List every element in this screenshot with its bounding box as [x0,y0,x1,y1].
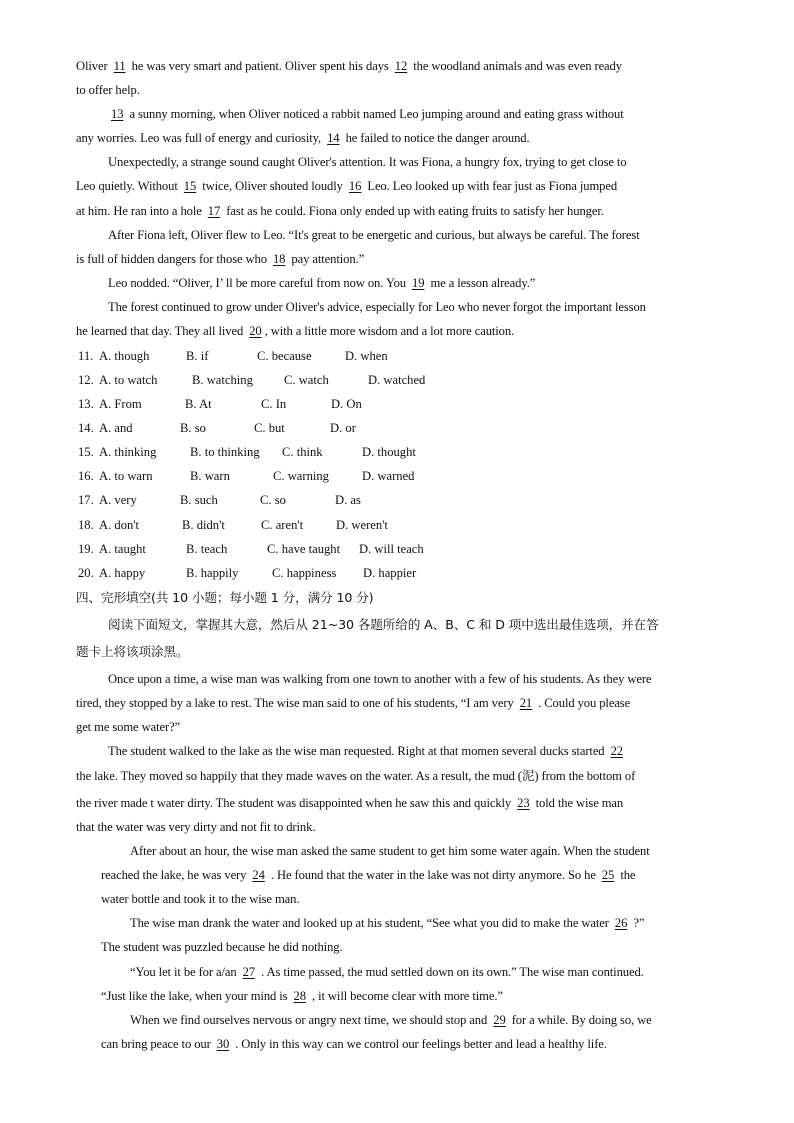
passage1-line [76,203,604,219]
option-d: D. thought [362,445,416,459]
blank-24: 24 [252,868,265,882]
question-number: 13. [78,397,94,411]
text: a sunny morning, when Oliver noticed a rabbit named Leo jumping around and eating grass without [126,107,624,121]
option-c: C. warning [273,469,329,483]
question-number: 14. [78,421,94,435]
text: Oliver [76,59,111,73]
question-number: 17. [78,493,94,507]
text: he was very smart and patient. Oliver spent his days [128,59,392,73]
blank-17: 17 [207,204,221,218]
option-a: A. taught [99,542,146,556]
passage1-line: Unexpectedly, a strange sound caught Oliver's attention. It was Fiona, a hungry fox, trying to get close to [108,155,627,169]
option-c: C. but [254,421,285,435]
passage1-line [76,178,617,194]
option-b: B. to thinking [190,445,260,459]
passage2-line [130,915,644,931]
blank-22: 22 [610,744,623,758]
blank-27: 27 [242,965,256,979]
text: , it will become clear with more time.” [308,989,503,1003]
option-c: C. happiness [272,566,337,580]
blank-28: 28 [293,989,306,1003]
text: . He found that the water in the lake was not dirty anymore. So he [267,868,599,882]
option-b: B. happily [186,566,239,580]
text: “You let it be for a/an [130,965,240,979]
option-a: A. don't [99,518,140,532]
text: . Only in this way can we control our feelings better and lead a healthy life. [232,1037,607,1051]
blank-15: 15 [183,179,197,193]
question-number: 12. [78,373,94,387]
question-number: 18. [78,518,94,532]
passage2-line [76,795,623,811]
question-number: 11. [78,349,94,363]
blank-16: 16 [348,179,362,193]
option-b: B. if [186,349,209,363]
option-c: C. have taught [267,542,341,556]
passage2-line [76,695,630,711]
text: Leo. Leo looked up with fear just as Fiona jumped [364,179,618,193]
text: fast as he could. Fiona only ended up with eating fruits to satisfy her hunger. [223,204,604,218]
option-a: A. happy [99,566,146,580]
passage2-line: get me some water?” [76,720,181,734]
passage2-line: Once upon a time, a wise man was walking from one town to another with a few of his students. As they were [108,672,652,686]
option-d: D. On [331,397,362,411]
text: at him. He ran into a hole [76,204,205,218]
section-instructions: 阅读下面短文，掌握其大意，然后从 21~30 各题所给的 A、B、C 和 D 项中选出最佳选项，并在答 [108,617,659,632]
text: , with a little more wisdom and a lot more caution. [264,324,515,338]
option-a: A. to watch [99,373,158,387]
option-d: D. warned [362,469,415,483]
text: the [617,868,636,882]
option-d: D. will teach [359,542,424,556]
text: Leo quietly. Without [76,179,181,193]
text: The wise man drank the water and looked up at his student, “See what you did to make the water [130,916,612,930]
blank-20: 20 [249,324,262,338]
passage2-line: The student was puzzled because he did nothing. [101,940,343,954]
option-c: C. In [261,397,287,411]
text: for a while. By doing so, we [508,1013,652,1027]
passage1-line [76,130,530,146]
question-number: 19. [78,542,94,556]
option-a: A. very [99,493,137,507]
text: The student walked to the lake as the wise man requested. Right at that momen several ducks started [108,744,608,758]
blank-25: 25 [601,868,615,882]
text: any worries. Leo was full of energy and curiosity, [76,131,325,145]
question-number: 15. [78,445,94,459]
option-a: A. though [99,349,150,363]
passage2-line [101,867,635,883]
option-d: D. as [335,493,361,507]
passage1-line: The forest continued to grow under Oliver's advice, especially for Leo who never forgot the important lesson [108,300,646,314]
passage2-line: water bottle and took it to the wise man. [101,892,300,906]
passage2-line [130,1012,652,1028]
text: When we find ourselves nervous or angry next time, we should stop and [130,1013,491,1027]
text: . Could you please [535,696,631,710]
text: can bring peace to our [101,1037,214,1051]
option-b: B. watching [192,373,253,387]
text: me a lesson already.” [427,276,536,290]
option-a: A. and [99,421,133,435]
option-b: B. such [180,493,218,507]
option-d: D. weren't [336,518,388,532]
passage2-line [101,1036,607,1052]
blank-13: 13 [111,107,124,121]
option-d: D. watched [368,373,426,387]
text: the river made t water dirty. The student was disappointed when he saw this and quickly [76,796,515,810]
question-number: 16. [78,469,94,483]
passage1-line [108,106,624,122]
option-c: C. watch [284,373,329,387]
passage2-line [130,964,644,980]
passage1-line: After Fiona left, Oliver flew to Leo. “It's great to be energetic and curious, but always be careful. The forest [108,228,640,242]
passage1-line [76,251,364,267]
option-c: C. so [260,493,286,507]
blank-30: 30 [216,1037,230,1051]
blank-21: 21 [519,696,533,710]
option-b: B. At [185,397,212,411]
section-heading: 四、完形填空(共 10 小题；每小题 1 分，满分 10 分) [76,590,374,605]
passage2-line: After about an hour, the wise man asked the same student to get him some water again. When the student [130,844,650,858]
passage1-line [76,58,622,74]
text: told the wise man [532,796,624,810]
passage2-line [101,988,503,1004]
text: he learned that day. They all lived [76,324,247,338]
option-c: C. because [257,349,312,363]
text: ?” [630,916,645,930]
option-b: B. teach [186,542,228,556]
passage1-line [76,323,514,339]
option-c: C. think [282,445,323,459]
question-number: 20. [78,566,94,580]
passage2-line: the lake. They moved so happily that they made waves on the water. As a result, the mud (泥) from the bottom of [76,769,636,783]
text: pay attention.” [288,252,365,266]
blank-23: 23 [517,796,530,810]
section-instructions: 题卡上将该项涂黑。 [76,644,189,659]
passage2-line [108,743,626,759]
blank-29: 29 [493,1013,506,1027]
option-b: B. so [180,421,206,435]
text: he failed to notice the danger around. [342,131,530,145]
passage2-line: that the water was very dirty and not fit to drink. [76,820,316,834]
text: . As time passed, the mud settled down on its own.” The wise man continued. [258,965,644,979]
blank-14: 14 [327,131,340,145]
blank-12: 12 [394,59,408,73]
text: is full of hidden dangers for those who [76,252,270,266]
blank-11: 11 [113,59,126,73]
passage1-line [108,275,535,291]
option-d: D. or [330,421,356,435]
option-a: A. to warn [99,469,153,483]
text: “Just like the lake, when your mind is [101,989,291,1003]
text: twice, Oliver shouted loudly [199,179,346,193]
option-d: D. when [345,349,388,363]
text: tired, they stopped by a lake to rest. The wise man said to one of his students, “I am very [76,696,517,710]
text: the woodland animals and was even ready [410,59,622,73]
text: reached the lake, he was very [101,868,250,882]
option-c: C. aren't [261,518,304,532]
blank-26: 26 [614,916,628,930]
option-a: A. thinking [99,445,157,459]
blank-18: 18 [272,252,286,266]
passage1-line: to offer help. [76,83,140,97]
text: Leo nodded. “Oliver, I’ ll be more careful from now on. You [108,276,410,290]
option-b: B. didn't [182,518,225,532]
option-d: D. happier [363,566,417,580]
option-a: A. From [99,397,142,411]
blank-19: 19 [412,276,425,290]
option-b: B. warn [190,469,230,483]
